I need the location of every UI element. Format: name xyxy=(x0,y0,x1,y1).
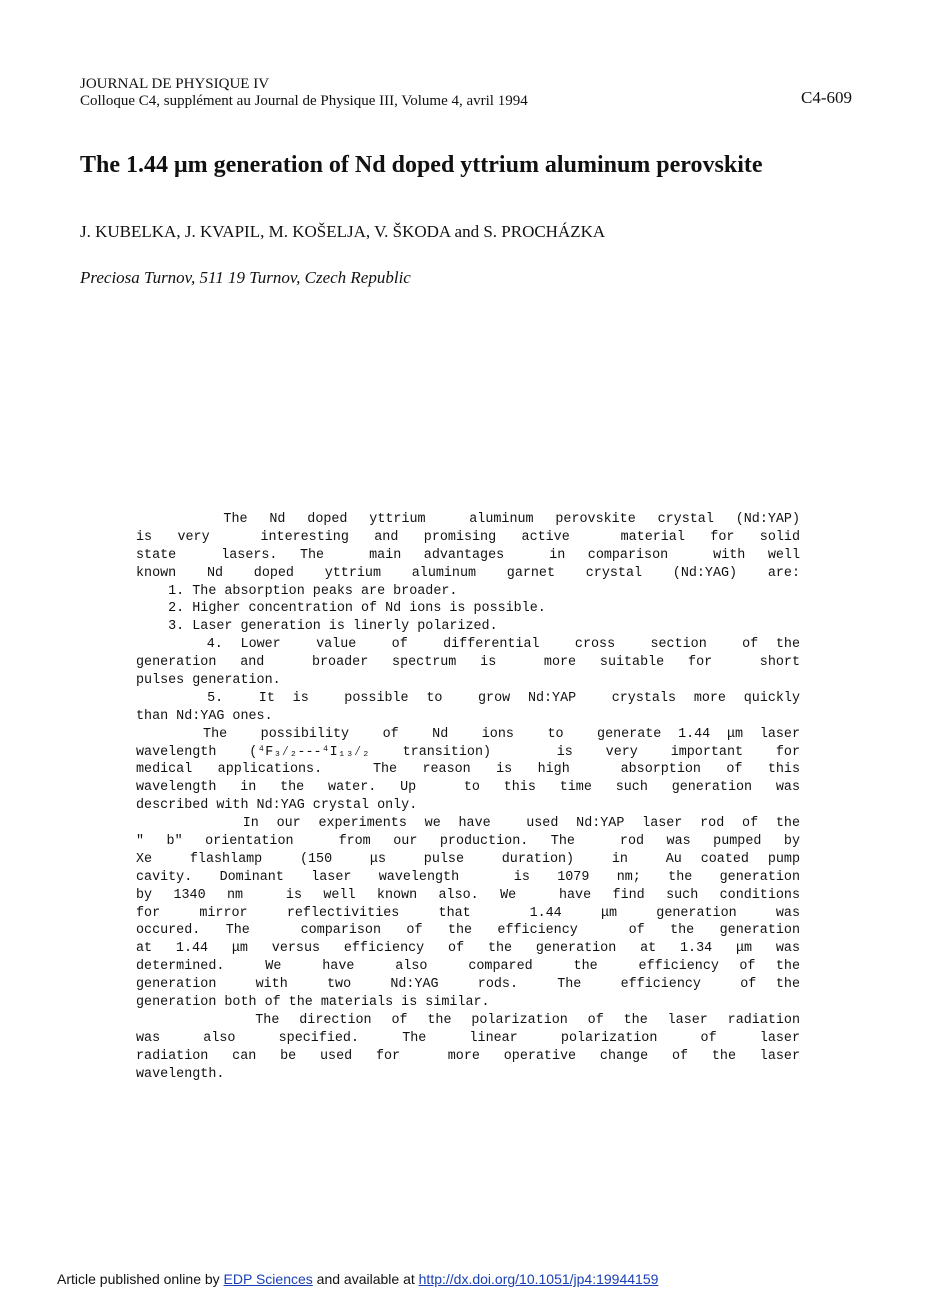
abstract-line: for mirror reflectivities that 1.44 μm generation was xyxy=(136,905,800,921)
abstract-line: 2. Higher concentration of Nd ions is possible. xyxy=(136,601,546,617)
abstract-line: wavelength. xyxy=(136,1066,225,1082)
footer-prefix: Article published online by xyxy=(57,1271,224,1287)
paper-title: The 1.44 μm generation of Nd doped yttrium aluminum perovskite xyxy=(80,152,763,178)
footer-middle: and available at xyxy=(312,1271,419,1287)
abstract-line: generation with two Nd:YAG rods. The efficiency of the xyxy=(136,977,800,993)
abstract-line: by 1340 nm is well known also. We have find such conditions xyxy=(136,887,800,903)
abstract-line: described with Nd:YAG crystal only. xyxy=(136,798,418,814)
paper-authors: J. KUBELKA, J. KVAPIL, M. KOŠELJA, V. ŠKODA and S. PROCHÁZKA xyxy=(80,222,606,241)
abstract-line: pulses generation. xyxy=(136,673,281,689)
abstract-line: than Nd:YAG ones. xyxy=(136,708,273,724)
doi-link[interactable]: http://dx.doi.org/10.1051/jp4:19944159 xyxy=(418,1271,659,1287)
journal-name: JOURNAL DE PHYSIQUE IV xyxy=(80,76,270,92)
abstract-line: " b" orientation from our production. The rod was pumped by xyxy=(136,834,800,850)
publication-footer xyxy=(57,1271,658,1287)
abstract-line: In our experiments we have used Nd:YAP laser rod of the xyxy=(136,816,800,832)
abstract-line: wavelength (⁴F₃⁄₂---⁴I₁₃⁄₂ transition) is very important for xyxy=(136,744,800,760)
abstract-line: The direction of the polarization of the laser radiation xyxy=(136,1012,800,1028)
journal-issue: Colloque C4, supplément au Journal de Physique III, Volume 4, avril 1994 xyxy=(80,93,528,109)
abstract-line: determined. We have also compared the efficiency of the xyxy=(136,959,800,975)
abstract-line: medical applications. The reason is high absorption of this xyxy=(136,762,800,778)
abstract-line: generation and broader spectrum is more suitable for short xyxy=(136,655,800,671)
abstract-line: 1. The absorption peaks are broader. xyxy=(136,583,458,599)
abstract-line: occured. The comparison of the efficiency of the generation xyxy=(136,923,800,939)
abstract-body xyxy=(136,511,800,1084)
abstract-line: Xe flashlamp (150 μs pulse duration) in Au coated pump xyxy=(136,851,800,867)
abstract-line: cavity. Dominant laser wavelength is 1079 nm; the generation xyxy=(136,869,800,885)
abstract-line: was also specified. The linear polarization of laser xyxy=(136,1030,800,1046)
abstract-line: The Nd doped yttrium aluminum perovskite crystal (Nd:YAP) xyxy=(136,512,800,527)
page-number: C4-609 xyxy=(801,88,852,107)
abstract-line: generation both of the materials is similar. xyxy=(136,995,490,1011)
abstract-line: state lasers. The main advantages in comparison with well xyxy=(136,547,800,563)
abstract-line: radiation can be used for more operative change of the laser xyxy=(136,1048,800,1064)
abstract-line: is very interesting and promising active material for solid xyxy=(136,529,800,545)
abstract-line: known Nd doped yttrium aluminum garnet crystal (Nd:YAG) are: xyxy=(136,565,800,581)
abstract-line: 4. Lower value of differential cross section of the xyxy=(136,637,800,653)
abstract-line: at 1.44 μm versus efficiency of the generation at 1.34 μm was xyxy=(136,941,800,957)
abstract-line: The possibility of Nd ions to generate 1.44 μm laser xyxy=(136,726,800,742)
abstract-line: wavelength in the water. Up to this time such generation was xyxy=(136,780,800,796)
paper-affiliation: Preciosa Turnov, 511 19 Turnov, Czech Republic xyxy=(80,268,411,287)
publisher-link[interactable]: EDP Sciences xyxy=(223,1271,313,1287)
abstract-line: 5. It is possible to grow Nd:YAP crystals more quickly xyxy=(136,690,800,706)
abstract-line: 3. Laser generation is linerly polarized. xyxy=(136,619,498,635)
journal-header xyxy=(80,76,528,110)
